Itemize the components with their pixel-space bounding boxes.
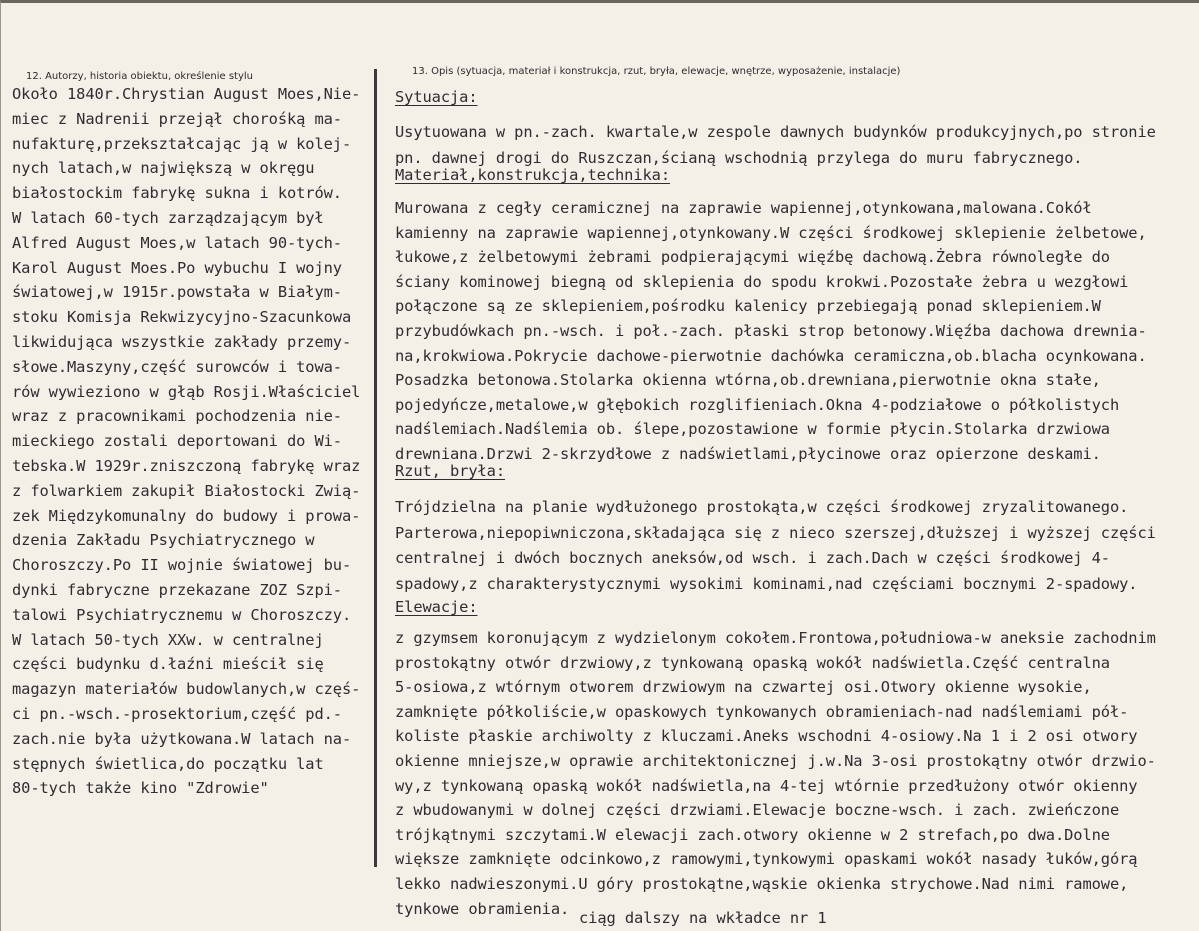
section-heading-situation: Sytuacja: [395, 88, 478, 106]
history-line: Alfred August Moes,w latach 90-tych- [12, 233, 342, 252]
section-line-elevations: z wbudowanymi w dolnej części drzwiami.Elewacje boczne-wsch. i zach. zwieńczone [395, 801, 1120, 820]
history-line: mieckiego zostali deportowani do Wi- [12, 432, 342, 451]
history-line: nufakturę,przekształcając ją w kolej- [12, 134, 352, 153]
section-line-material-construction: pojedyńcze,metalowe,w głębokich rozglifieniach.Okna 4-podziałowe o półkolistych [395, 395, 1120, 414]
section-line-elevations: lekko nadwieszonymi.U góry prostokątne,wąskie okienka strychowe.Nad nimi ramowe, [395, 875, 1129, 893]
history-line: dzenia Zakładu Psychiatrycznego w [12, 531, 315, 550]
history-line: miec z Nadrenii przejął chorośką ma- [12, 109, 342, 128]
history-line: likwidująca wszystkie zakłady przemy- [12, 332, 352, 351]
section-line-material-construction: przybudówkach pn.-wsch. i poł.-zach. płaski strop betonowy.Więźba dachowa drewnia- [395, 322, 1147, 340]
history-line: W latach 60-tych zarządzającym był [12, 208, 324, 227]
continuation-note: ciąg dalszy na wkładce nr 1 [579, 909, 827, 927]
section-line-elevations: zamknięte półkoliście,w opaskowych tynkowanych obramieniach-nad nadślemiami pół- [395, 702, 1129, 721]
section-line-plan-massing: spadowy,z charakterystycznymi wysokimi kominami,nad częściami bocznymi 2-spadowy. [395, 574, 1138, 593]
section-line-elevations: z gzymsem koronującym z wydzielonym cokołem.Frontowa,południowa-w aneksie zachodnim [395, 629, 1156, 647]
section-line-plan-massing: Trójdzielna na planie wydłużonego prostokąta,w części środkowej zryzalitowanego. [395, 498, 1129, 516]
section-heading-elevations: Elewacje: [395, 598, 478, 616]
section-line-elevations: tynkowe obramienia. [395, 899, 570, 918]
section-line-material-construction: kamienny na zaprawie wapiennej,otynkowany.W części środkowej sklepienie żelbetowe, [395, 223, 1147, 242]
section-line-material-construction: połączone są ze sklepieniem,pośrodku kalenicy przebiegają ponad sklepieniem.W [395, 297, 1101, 316]
history-line: Choroszczy.Po II wojnie światowej bu- [12, 556, 352, 575]
section-line-situation: Usytuowana w pn.-zach. kwartale,w zespole dawnych budynków produkcyjnych,po stronie [395, 123, 1156, 141]
section-line-material-construction: łukowe,z żelbetowymi żebrami podpierającymi więźbę dachową.Żebra równoległe do [395, 248, 1110, 267]
section-line-plan-massing: centralnej i dwóch bocznych aneksów,od wsch. i zach.Dach w części środkowej 4- [395, 549, 1110, 567]
left-column-header: 12. Autorzy, historia obiektu, określenie stylu [26, 71, 254, 82]
history-line: nych latach,w największą w okręgu [12, 159, 315, 178]
history-line: Około 1840r.Chrystian August Moes,Nie- [12, 85, 361, 103]
section-line-elevations: okienne mniejsze,w oprawie architektonicznej j.w.Na 3-osi prostokątny otwór drzwio- [395, 752, 1156, 770]
right-column-header: 13. Opis (sytuacja, materiał i konstrukcja, rzut, bryła, elewacje, wnętrze, wyposażenie, instalacje) [412, 66, 901, 77]
history-line: wraz z pracownikami pochodzenia nie- [12, 407, 342, 426]
column-divider [374, 69, 377, 867]
section-line-material-construction: Murowana z cegły ceramicznej na zaprawie wapiennej,otynkowana,malowana.Cokół [395, 199, 1092, 217]
history-line: ci pn.-wsch.-prosektorium,część pd.- [12, 704, 342, 723]
history-line: W latach 50-tych XXw. w centralnej [12, 630, 324, 649]
section-line-material-construction: Posadzka betonowa.Stolarka okienna wtórna,ob.drewniana,pierwotnie okna stałe, [395, 371, 1101, 390]
section-line-plan-massing: Parterowa,niepopiwniczona,składająca się z nieco szerszej,dłuższej i wyższej części [395, 523, 1156, 542]
section-line-material-construction: nadślemiach.Nadślemia ob. ślepe,pozostawione w formie płycin.Stolarka drzwiowa [395, 420, 1110, 439]
section-line-material-construction: na,krokwiowa.Pokrycie dachowe-pierwotnie dachówka ceramiczna,ob.blacha ocynkowana. [395, 346, 1147, 365]
history-line: 80-tych także kino "Zdrowie" [12, 779, 269, 798]
history-line: dynki fabryczne przekazane ZOZ Szpi- [12, 580, 342, 599]
history-line: stępnych świetlica,do początku lat [12, 754, 324, 773]
section-line-elevations: 5-osiowa,z wtórnym otworem drzwiowym na czwartej osi.Otwory okienne wysokie, [395, 678, 1092, 697]
history-line: tebska.W 1929r.zniszczoną fabrykę wraz [12, 456, 361, 475]
history-line: magazyn materiałów budowlanych,w częś- [12, 680, 361, 699]
section-line-material-construction: drewniana.Drzwi 2-skrzydłowe z nadświetlami,płycinowe oraz opierzone deskami. [395, 445, 1101, 463]
section-line-elevations: większe zamknięte odcinkowo,z ramowymi,tynkowymi opaskami wokół nasady łuków,górą [395, 850, 1138, 869]
history-line: rów wywieziono w głąb Rosji.Właściciel [12, 382, 361, 401]
section-line-material-construction: ściany kominowej biegną od sklepienia do spodu krokwi.Pozostałe żebra u wezgłowi [395, 272, 1129, 291]
history-line: Karol August Moes.Po wybuchu I wojny [12, 258, 342, 277]
history-line: słowe.Maszyny,część surowców i towa- [12, 357, 342, 376]
section-line-elevations: koliste płaskie archiwolty z kluczami.Aneks wschodni 4-osiowy.Na 1 i 2 osi otwory [395, 727, 1138, 746]
history-line: zach.nie była użytkowana.W latach na- [12, 729, 352, 748]
history-line: zek Międzykomunalny do budowy i prowa- [12, 506, 361, 525]
history-line: stoku Komisja Rekwizycyjno-Szacunkowa [12, 308, 352, 327]
history-line: białostockim fabrykę sukna i kotrów. [12, 184, 342, 203]
section-heading-material-construction: Materiał,konstrukcja,technika: [395, 166, 670, 184]
history-line: światowej,w 1915r.powstała w Białym- [12, 283, 342, 302]
section-line-situation: pn. dawnej drogi do Ruszczan,ścianą wschodnią przylega do muru fabrycznego. [395, 148, 1083, 167]
section-line-elevations: trójkątnymi szczytami.W elewacji zach.otwory okienne w 2 strefach,po dwa.Dolne [395, 825, 1110, 844]
section-line-elevations: prostokątny otwór drzwiowy,z tynkowaną opaską wokół nadświetla.Część centralna [395, 653, 1110, 672]
history-text-column [12, 82, 374, 801]
history-line: części budynku d.łaźni mieścił się [12, 655, 324, 674]
section-line-elevations: wy,z tynkowaną opaską wokół nadświetla,na 4-tej wtórnie przedłużony otwór okienny [395, 776, 1138, 795]
history-line: talowi Psychiatrycznemu w Choroszczy. [12, 605, 352, 624]
history-line: z folwarkiem zakupił Białostocki Zwią- [12, 481, 361, 500]
section-heading-plan-massing: Rzut, bryła: [395, 462, 505, 480]
